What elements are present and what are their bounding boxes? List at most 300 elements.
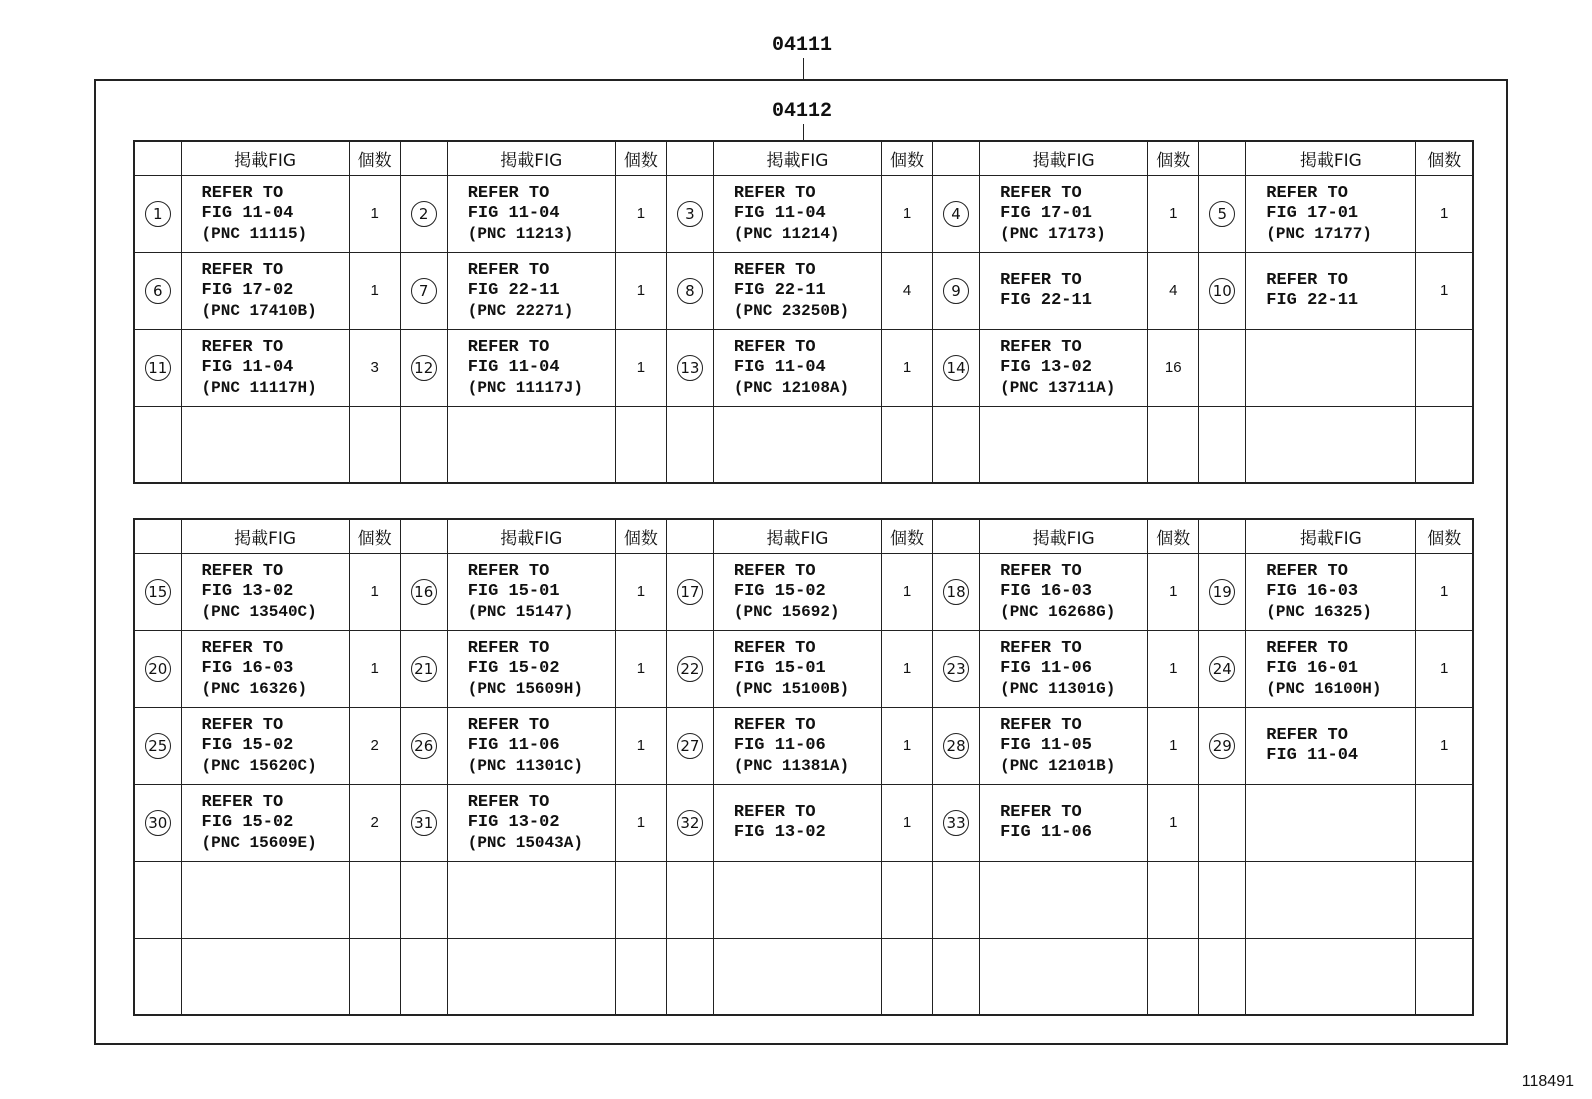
pnc-text: (PNC 13540C)	[201, 602, 317, 621]
ref-number-cell	[400, 707, 447, 784]
ref-number-circle: 25	[145, 733, 171, 759]
ref-number-cell	[666, 784, 713, 861]
fig-number-text: FIG 15-01	[467, 581, 560, 601]
header-fig: 掲載FIG	[447, 141, 615, 175]
fig-reference-cell	[713, 861, 881, 938]
quantity-cell	[1148, 861, 1199, 938]
fig-number-text: FIG 16-03	[1266, 581, 1359, 601]
fig-number-text: FIG 17-01	[1000, 203, 1092, 223]
ref-number-circle: 26	[411, 733, 437, 759]
quantity-cell: 1	[615, 329, 666, 406]
ref-number-circle: 1	[145, 201, 171, 227]
fig-reference-cell	[980, 329, 1148, 406]
ref-number-circle: 29	[1209, 733, 1235, 759]
header-fig: 掲載FIG	[447, 519, 615, 553]
refer-to-text: REFER TO	[733, 260, 816, 280]
table-row	[134, 175, 1473, 252]
fig-reference-cell	[980, 175, 1148, 252]
fig-reference-cell	[713, 406, 881, 483]
pnc-text: (PNC 15100B)	[733, 679, 850, 698]
refer-to-text: REFER TO	[1000, 561, 1082, 581]
quantity-cell: 1	[1416, 252, 1473, 329]
fig-reference-cell	[1246, 252, 1416, 329]
fig-reference-cell	[1246, 707, 1416, 784]
header-qty: 個数	[882, 141, 933, 175]
ref-number-cell	[134, 175, 181, 252]
fig-number-text: FIG 15-02	[201, 812, 294, 832]
refer-to-text: REFER TO	[733, 715, 816, 735]
ref-number-cell	[666, 630, 713, 707]
ref-number-circle: 9	[943, 278, 969, 304]
fig-number-text: FIG 15-01	[733, 658, 826, 678]
pnc-text: (PNC 15620C)	[201, 756, 317, 775]
header-qty: 個数	[615, 141, 666, 175]
ref-number-circle: 30	[145, 810, 171, 836]
ref-number-cell	[134, 784, 181, 861]
ref-number-cell	[134, 938, 181, 1015]
ref-number-cell	[400, 861, 447, 938]
pnc-text: (PNC 16325)	[1266, 602, 1372, 621]
ref-number-circle: 24	[1209, 656, 1235, 682]
refer-to-text: REFER TO	[467, 260, 550, 280]
fig-number-text: FIG 11-05	[1000, 735, 1092, 755]
fig-reference-cell	[447, 406, 615, 483]
pnc-text: (PNC 12108A)	[733, 378, 850, 397]
quantity-cell: 1	[882, 784, 933, 861]
fig-reference-cell	[447, 938, 615, 1015]
refer-to-text: REFER TO	[1266, 561, 1348, 581]
refer-to-text: REFER TO	[201, 715, 284, 735]
fig-number-text: FIG 16-01	[1266, 658, 1359, 678]
pnc-text: (PNC 22271)	[467, 301, 574, 320]
ref-number-circle: 17	[677, 579, 703, 605]
pnc-text: (PNC 17410B)	[201, 301, 317, 320]
ref-number-circle: 23	[943, 656, 969, 682]
fig-reference-cell	[1246, 861, 1416, 938]
fig-number-text: FIG 16-03	[201, 658, 294, 678]
ref-number-cell	[933, 252, 980, 329]
fig-reference-cell	[181, 553, 349, 630]
fig-reference-cell	[980, 630, 1148, 707]
ref-number-cell	[400, 329, 447, 406]
refer-to-text: REFER TO	[201, 337, 284, 357]
ref-number-circle: 7	[411, 278, 437, 304]
fig-number-text: FIG 17-02	[201, 280, 294, 300]
ref-number-circle: 22	[677, 656, 703, 682]
ref-number-circle: 6	[145, 278, 171, 304]
fig-reference-cell	[980, 707, 1148, 784]
ref-number-cell	[666, 406, 713, 483]
quantity-cell: 1	[882, 707, 933, 784]
fig-reference-cell	[181, 175, 349, 252]
table-row	[134, 630, 1473, 707]
fig-reference-cell	[713, 630, 881, 707]
table-header	[134, 519, 1473, 553]
fig-reference-cell	[447, 784, 615, 861]
refer-to-text: REFER TO	[1266, 725, 1348, 745]
pnc-text: (PNC 15043A)	[467, 833, 583, 852]
ref-number-cell	[1199, 630, 1246, 707]
ref-number-cell	[1199, 175, 1246, 252]
ref-number-cell	[134, 861, 181, 938]
quantity-cell	[1416, 861, 1473, 938]
ref-number-cell	[666, 707, 713, 784]
pnc-text: (PNC 11213)	[467, 224, 574, 243]
fig-reference-cell	[447, 329, 615, 406]
fig-number-text: FIG 11-06	[1000, 658, 1092, 678]
header-fig: 掲載FIG	[713, 519, 881, 553]
ref-number-circle: 12	[411, 355, 437, 381]
ref-number-cell	[933, 175, 980, 252]
pnc-text: (PNC 11214)	[733, 224, 840, 243]
ref-number-cell	[134, 406, 181, 483]
quantity-cell	[349, 938, 400, 1015]
pnc-text: (PNC 15147)	[467, 602, 574, 621]
refer-to-text: REFER TO	[201, 638, 284, 658]
header-ref-no	[400, 519, 447, 553]
quantity-cell: 3	[349, 329, 400, 406]
quantity-cell	[615, 406, 666, 483]
fig-reference-cell	[980, 553, 1148, 630]
ref-number-circle: 2	[411, 201, 437, 227]
ref-number-cell	[1199, 329, 1246, 406]
header-fig: 掲載FIG	[980, 519, 1148, 553]
refer-to-text: REFER TO	[467, 561, 550, 581]
fig-number-text: FIG 13-02	[733, 822, 826, 842]
header-fig: 掲載FIG	[713, 141, 881, 175]
pnc-text: (PNC 16268G)	[1000, 602, 1116, 621]
header-fig: 掲載FIG	[980, 141, 1148, 175]
quantity-cell: 1	[1148, 553, 1199, 630]
ref-number-circle: 5	[1209, 201, 1235, 227]
quantity-cell: 1	[349, 553, 400, 630]
ref-number-circle: 28	[943, 733, 969, 759]
refer-to-text: REFER TO	[733, 561, 816, 581]
fig-reference-cell	[1246, 406, 1416, 483]
fig-reference-cell	[181, 707, 349, 784]
pnc-text: (PNC 11301C)	[467, 756, 583, 775]
quantity-cell: 2	[349, 784, 400, 861]
header-ref-no	[933, 141, 980, 175]
ref-number-cell	[134, 630, 181, 707]
pnc-text: (PNC 15692)	[733, 602, 840, 621]
quantity-cell	[1148, 406, 1199, 483]
fig-number-text: FIG 22-11	[1266, 290, 1359, 310]
header-qty: 個数	[1148, 141, 1199, 175]
quantity-cell: 1	[615, 553, 666, 630]
quantity-cell: 1	[349, 175, 400, 252]
fig-reference-cell	[447, 707, 615, 784]
pnc-text: (PNC 23250B)	[733, 301, 850, 320]
refer-to-text: REFER TO	[733, 183, 816, 203]
fig-number-text: FIG 22-11	[467, 280, 560, 300]
header-fig: 掲載FIG	[1246, 141, 1416, 175]
pnc-text: (PNC 11117H)	[201, 378, 317, 397]
ref-number-cell	[666, 252, 713, 329]
fig-number-text: FIG 13-02	[201, 581, 294, 601]
quantity-cell: 1	[1148, 175, 1199, 252]
ref-number-cell	[933, 406, 980, 483]
ref-number-circle: 32	[677, 810, 703, 836]
fig-number-text: FIG 11-06	[733, 735, 826, 755]
quantity-cell: 1	[615, 630, 666, 707]
quantity-cell	[882, 861, 933, 938]
pnc-text: (PNC 17177)	[1266, 224, 1372, 243]
assembly-label-inner: 04112	[772, 100, 833, 123]
fig-reference-cell	[447, 252, 615, 329]
fig-number-text: FIG 11-04	[201, 203, 294, 223]
refer-to-text: REFER TO	[1266, 270, 1348, 290]
fig-reference-cell	[980, 861, 1148, 938]
quantity-cell	[1148, 938, 1199, 1015]
fig-reference-cell	[181, 784, 349, 861]
fig-number-text: FIG 15-02	[733, 581, 826, 601]
fig-reference-cell	[181, 252, 349, 329]
fig-reference-cell	[1246, 630, 1416, 707]
ref-number-circle: 11	[145, 355, 171, 381]
ref-number-cell	[1199, 784, 1246, 861]
quantity-cell	[1416, 784, 1473, 861]
refer-to-text: REFER TO	[201, 183, 284, 203]
quantity-cell: 1	[349, 630, 400, 707]
fig-reference-cell	[181, 861, 349, 938]
quantity-cell	[349, 406, 400, 483]
quantity-cell	[615, 861, 666, 938]
ref-number-cell	[933, 861, 980, 938]
ref-number-cell	[1199, 553, 1246, 630]
refer-to-text: REFER TO	[1000, 802, 1082, 822]
refer-to-text: REFER TO	[467, 183, 550, 203]
header-qty: 個数	[349, 519, 400, 553]
fig-reference-cell	[181, 938, 349, 1015]
refer-to-text: REFER TO	[1266, 638, 1348, 658]
ref-number-cell	[400, 553, 447, 630]
fig-reference-cell	[447, 630, 615, 707]
header-qty: 個数	[1416, 141, 1473, 175]
quantity-cell: 1	[349, 252, 400, 329]
ref-number-cell	[400, 630, 447, 707]
header-fig: 掲載FIG	[181, 519, 349, 553]
ref-number-cell	[400, 252, 447, 329]
ref-number-circle: 33	[943, 810, 969, 836]
ref-number-cell	[1199, 252, 1246, 329]
fig-reference-cell	[181, 329, 349, 406]
ref-number-cell	[134, 553, 181, 630]
header-qty: 個数	[615, 519, 666, 553]
quantity-cell: 1	[882, 329, 933, 406]
quantity-cell	[1416, 938, 1473, 1015]
header-ref-no	[400, 141, 447, 175]
header-ref-no	[134, 519, 181, 553]
fig-reference-cell	[713, 553, 881, 630]
fig-reference-cell	[447, 861, 615, 938]
header-qty: 個数	[1416, 519, 1473, 553]
ref-number-cell	[666, 553, 713, 630]
fig-number-text: FIG 13-02	[467, 812, 560, 832]
ref-number-cell	[1199, 707, 1246, 784]
quantity-cell	[882, 938, 933, 1015]
refer-to-text: REFER TO	[467, 638, 550, 658]
fig-number-text: FIG 13-02	[1000, 357, 1092, 377]
fig-number-text: FIG 11-04	[1266, 745, 1359, 765]
ref-number-cell	[1199, 938, 1246, 1015]
quantity-cell	[1416, 406, 1473, 483]
fig-reference-cell	[447, 175, 615, 252]
fig-reference-cell	[980, 938, 1148, 1015]
ref-number-cell	[400, 784, 447, 861]
header-qty: 個数	[1148, 519, 1199, 553]
header-ref-no	[666, 141, 713, 175]
fig-reference-cell	[713, 707, 881, 784]
ref-number-cell	[933, 707, 980, 784]
fig-reference-cell	[713, 329, 881, 406]
ref-number-cell	[933, 784, 980, 861]
quantity-cell: 1	[1416, 630, 1473, 707]
fig-number-text: FIG 22-11	[733, 280, 826, 300]
header-qty: 個数	[349, 141, 400, 175]
pnc-text: (PNC 13711A)	[1000, 378, 1116, 397]
ref-number-circle: 15	[145, 579, 171, 605]
ref-number-cell	[666, 329, 713, 406]
pnc-text: (PNC 11117J)	[467, 378, 583, 397]
fig-number-text: FIG 11-04	[201, 357, 294, 377]
header-fig: 掲載FIG	[1246, 519, 1416, 553]
ref-number-circle: 27	[677, 733, 703, 759]
ref-number-cell	[134, 252, 181, 329]
table-row	[134, 329, 1473, 406]
ref-number-cell	[1199, 406, 1246, 483]
quantity-cell: 1	[882, 630, 933, 707]
ref-number-cell	[1199, 861, 1246, 938]
ref-number-cell	[933, 553, 980, 630]
ref-number-circle: 13	[677, 355, 703, 381]
reference-table-lower	[133, 518, 1474, 1016]
table-row	[134, 406, 1473, 483]
quantity-cell	[615, 938, 666, 1015]
table-header	[134, 141, 1473, 175]
fig-reference-cell	[980, 784, 1148, 861]
fig-reference-cell	[980, 406, 1148, 483]
fig-reference-cell	[713, 252, 881, 329]
quantity-cell	[1416, 329, 1473, 406]
ref-number-cell	[933, 630, 980, 707]
quantity-cell: 1	[615, 252, 666, 329]
quantity-cell: 1	[615, 175, 666, 252]
fig-number-text: FIG 11-04	[467, 203, 560, 223]
refer-to-text: REFER TO	[1000, 638, 1082, 658]
fig-number-text: FIG 11-04	[467, 357, 560, 377]
quantity-cell: 16	[1148, 329, 1199, 406]
ref-number-circle: 31	[411, 810, 437, 836]
pnc-text: (PNC 17173)	[1000, 224, 1106, 243]
refer-to-text: REFER TO	[1000, 183, 1082, 203]
quantity-cell	[882, 406, 933, 483]
refer-to-text: REFER TO	[1000, 715, 1082, 735]
quantity-cell: 1	[1416, 553, 1473, 630]
pnc-text: (PNC 16326)	[201, 679, 308, 698]
ref-number-cell	[400, 406, 447, 483]
quantity-cell: 1	[1148, 630, 1199, 707]
pnc-text: (PNC 12101B)	[1000, 756, 1116, 775]
quantity-cell: 4	[1148, 252, 1199, 329]
quantity-cell: 1	[1148, 707, 1199, 784]
refer-to-text: REFER TO	[467, 715, 550, 735]
ref-number-cell	[134, 707, 181, 784]
ref-number-circle: 4	[943, 201, 969, 227]
quantity-cell: 1	[882, 175, 933, 252]
pnc-text: (PNC 11381A)	[733, 756, 850, 775]
ref-number-cell	[134, 329, 181, 406]
quantity-cell: 4	[882, 252, 933, 329]
fig-reference-cell	[1246, 329, 1416, 406]
fig-reference-cell	[447, 553, 615, 630]
fig-reference-cell	[1246, 938, 1416, 1015]
refer-to-text: REFER TO	[733, 638, 816, 658]
fig-reference-cell	[1246, 175, 1416, 252]
table-row	[134, 784, 1473, 861]
table-row	[134, 553, 1473, 630]
quantity-cell: 2	[349, 707, 400, 784]
fig-reference-cell	[980, 252, 1148, 329]
fig-reference-cell	[713, 175, 881, 252]
fig-number-text: FIG 15-02	[201, 735, 294, 755]
pnc-text: (PNC 11115)	[201, 224, 308, 243]
ref-number-cell	[933, 938, 980, 1015]
header-ref-no	[666, 519, 713, 553]
fig-number-text: FIG 22-11	[1000, 290, 1092, 310]
fig-number-text: FIG 17-01	[1266, 203, 1359, 223]
ref-number-circle: 10	[1209, 278, 1235, 304]
quantity-cell: 1	[615, 784, 666, 861]
pnc-text: (PNC 15609H)	[467, 679, 583, 698]
fig-number-text: FIG 11-04	[733, 357, 826, 377]
table-row	[134, 861, 1473, 938]
ref-number-cell	[400, 175, 447, 252]
quantity-cell: 1	[1416, 707, 1473, 784]
header-ref-no	[1199, 519, 1246, 553]
assembly-label-outer: 04111	[772, 34, 833, 57]
ref-number-circle: 18	[943, 579, 969, 605]
header-fig: 掲載FIG	[181, 141, 349, 175]
ref-number-circle: 3	[677, 201, 703, 227]
ref-number-circle: 16	[411, 579, 437, 605]
fig-reference-cell	[713, 784, 881, 861]
refer-to-text: REFER TO	[201, 260, 284, 280]
ref-number-circle: 14	[943, 355, 969, 381]
fig-number-text: FIG 11-06	[1000, 822, 1092, 842]
quantity-cell: 1	[1416, 175, 1473, 252]
refer-to-text: REFER TO	[201, 792, 284, 812]
pnc-text: (PNC 11301G)	[1000, 679, 1116, 698]
header-ref-no	[1199, 141, 1246, 175]
quantity-cell: 1	[615, 707, 666, 784]
fig-reference-cell	[181, 630, 349, 707]
fig-reference-cell	[1246, 553, 1416, 630]
leader-line-outer	[803, 58, 804, 79]
ref-number-circle: 8	[677, 278, 703, 304]
refer-to-text: REFER TO	[467, 337, 550, 357]
ref-number-cell	[666, 938, 713, 1015]
refer-to-text: REFER TO	[467, 792, 550, 812]
refer-to-text: REFER TO	[201, 561, 284, 581]
refer-to-text: REFER TO	[733, 802, 816, 822]
ref-number-cell	[666, 861, 713, 938]
table-row	[134, 707, 1473, 784]
fig-reference-cell	[1246, 784, 1416, 861]
quantity-cell: 1	[1148, 784, 1199, 861]
fig-number-text: FIG 16-03	[1000, 581, 1092, 601]
refer-to-text: REFER TO	[1000, 270, 1082, 290]
